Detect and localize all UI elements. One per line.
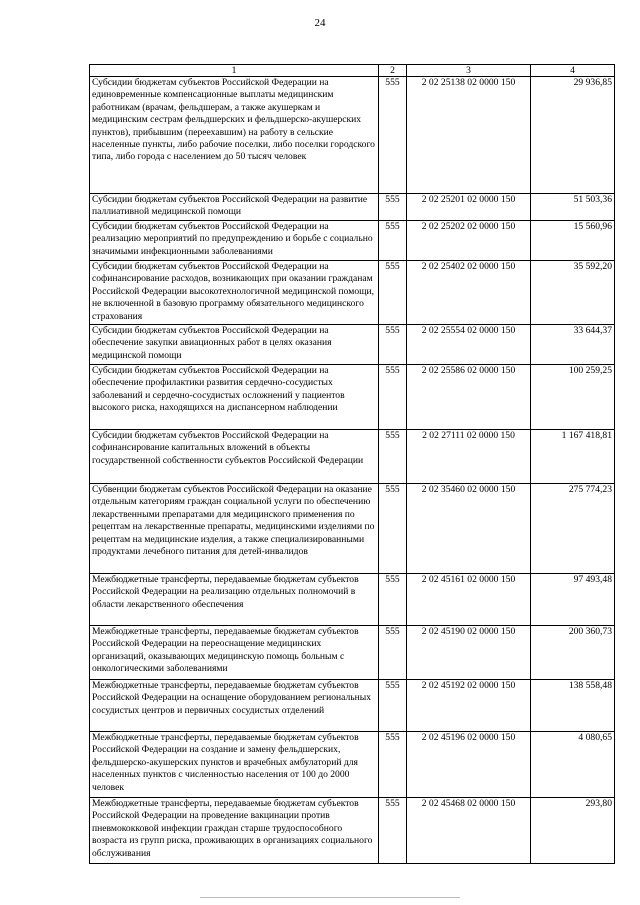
table-row bbox=[90, 798, 615, 864]
row-budget-code: 2 02 45190 02 0000 150 bbox=[407, 626, 531, 680]
table-row bbox=[90, 365, 615, 430]
row-budget-code: 2 02 45192 02 0000 150 bbox=[407, 680, 531, 732]
row-amount: 33 644,37 bbox=[531, 325, 615, 365]
row-amount: 4 080,65 bbox=[531, 732, 615, 798]
row-budget-code: 2 02 25554 02 0000 150 bbox=[407, 325, 531, 365]
row-description: Межбюджетные трансферты, передаваемые бюджетам субъектов Российской Федерации на переоснащение медицинских организаций, оказывающих медицинскую помощь больным с онкологическими заболеваниями bbox=[90, 626, 379, 680]
row-amount: 100 259,25 bbox=[531, 365, 615, 430]
row-description: Субсидии бюджетам субъектов Российской Федерации на софинансирование расходов, возникающих при оказании гражданам Российской Федерации высокотехнологичной медицинской помощи, не включенной в базовую программу обязательного медицинского страхования bbox=[90, 261, 379, 325]
row-description: Субсидии бюджетам субъектов Российской Федерации на реализацию мероприятий по предупреждению и борьбе с социально значимыми инфекционными заболеваниями bbox=[90, 221, 379, 261]
table-row bbox=[90, 732, 615, 798]
row-description: Субсидии бюджетам субъектов Российской Федерации на единовременные компенсационные выплаты медицинским работникам (врачам, фельдшерам, а также акушеркам и медицинским сестрам фельдшерских и фельдшерско-акушерских пунктов), прибывшим (переехавшим) на работу в сельские населенные пункты, либо рабочие поселки, либо поселки городского типа, либо города с населением до 50 тысяч человек bbox=[90, 77, 379, 194]
row-budget-code: 2 02 25202 02 0000 150 bbox=[407, 221, 531, 261]
row-budget-code: 2 02 45196 02 0000 150 bbox=[407, 732, 531, 798]
row-description: Межбюджетные трансферты, передаваемые бюджетам субъектов Российской Федерации на реализацию отдельных полномочий в области лекарственного обеспечения bbox=[90, 574, 379, 626]
column-header-3: 3 bbox=[407, 65, 531, 77]
row-description: Субсидии бюджетам субъектов Российской Федерации на развитие паллиативной медицинской помощи bbox=[90, 194, 379, 221]
row-budget-code: 2 02 27111 02 0000 150 bbox=[407, 430, 531, 484]
row-admin-code: 555 bbox=[379, 798, 407, 864]
column-header-1: 1 bbox=[90, 65, 379, 77]
row-admin-code: 555 bbox=[379, 732, 407, 798]
row-admin-code: 555 bbox=[379, 261, 407, 325]
row-budget-code: 2 02 25402 02 0000 150 bbox=[407, 261, 531, 325]
row-amount: 51 503,36 bbox=[531, 194, 615, 221]
row-amount: 293,80 bbox=[531, 798, 615, 864]
table-row bbox=[90, 626, 615, 680]
table-row bbox=[90, 574, 615, 626]
row-description: Субсидии бюджетам субъектов Российской Федерации на обеспечение закупки авиационных работ в целях оказания медицинской помощи bbox=[90, 325, 379, 365]
row-description: Межбюджетные трансферты, передаваемые бюджетам субъектов Российской Федерации на проведение вакцинации против пневмококковой инфекции граждан старше трудоспособного возраста из групп риска, проживающих в организациях социального обслуживания bbox=[90, 798, 379, 864]
row-admin-code: 555 bbox=[379, 484, 407, 574]
row-budget-code: 2 02 25201 02 0000 150 bbox=[407, 194, 531, 221]
row-amount: 97 493,48 bbox=[531, 574, 615, 626]
row-amount: 35 592,20 bbox=[531, 261, 615, 325]
row-description: Субсидии бюджетам субъектов Российской Федерации на обеспечение профилактики развития сердечно-сосудистых заболеваний и сердечно-сосудистых осложнений у пациентов высокого риска, находящихся на диспансерном наблюдении bbox=[90, 365, 379, 430]
row-amount: 200 360,73 bbox=[531, 626, 615, 680]
row-amount: 15 560,96 bbox=[531, 221, 615, 261]
table-row bbox=[90, 261, 615, 325]
page-number: 24 bbox=[314, 17, 326, 29]
column-header-4: 4 bbox=[531, 65, 615, 77]
row-description: Субвенции бюджетам субъектов Российской Федерации на оказание отдельным категориям граждан социальной услуги по обеспечению лекарственными препаратами для медицинского применения по рецептам на лекарственные препараты, медицинскими изделиями по рецептам на медицинские изделия, а также специализированными продуктами лечебного питания для детей-инвалидов bbox=[90, 484, 379, 574]
bottom-rule bbox=[200, 897, 460, 898]
row-admin-code: 555 bbox=[379, 680, 407, 732]
row-admin-code: 555 bbox=[379, 365, 407, 430]
row-description: Межбюджетные трансферты, передаваемые бюджетам субъектов Российской Федерации на оснащение оборудованием региональных сосудистых центров и первичных сосудистых отделений bbox=[90, 680, 379, 732]
table-row bbox=[90, 77, 615, 194]
table-row bbox=[90, 325, 615, 365]
table-row bbox=[90, 484, 615, 574]
row-admin-code: 555 bbox=[379, 574, 407, 626]
row-amount: 275 774,23 bbox=[531, 484, 615, 574]
column-header-2: 2 bbox=[379, 65, 407, 77]
row-amount: 1 167 418,81 bbox=[531, 430, 615, 484]
row-budget-code: 2 02 45468 02 0000 150 bbox=[407, 798, 531, 864]
budget-table bbox=[89, 64, 615, 864]
row-description: Межбюджетные трансферты, передаваемые бюджетам субъектов Российской Федерации на создание и замену фельдшерских, фельдшерско-акушерских пунктов и врачебных амбулаторий для населенных пунктов с численностью населения от 100 до 2000 человек bbox=[90, 732, 379, 798]
row-admin-code: 555 bbox=[379, 325, 407, 365]
row-description: Субсидии бюджетам субъектов Российской Федерации на софинансирование капитальных вложений в объекты государственной собственности субъектов Российской Федерации bbox=[90, 430, 379, 484]
row-amount: 29 936,85 bbox=[531, 77, 615, 194]
row-budget-code: 2 02 45161 02 0000 150 bbox=[407, 574, 531, 626]
table-header-row bbox=[90, 65, 615, 77]
table-row bbox=[90, 680, 615, 732]
row-admin-code: 555 bbox=[379, 430, 407, 484]
row-admin-code: 555 bbox=[379, 194, 407, 221]
row-budget-code: 2 02 35460 02 0000 150 bbox=[407, 484, 531, 574]
row-admin-code: 555 bbox=[379, 77, 407, 194]
table-row bbox=[90, 430, 615, 484]
row-admin-code: 555 bbox=[379, 221, 407, 261]
row-admin-code: 555 bbox=[379, 626, 407, 680]
table-row bbox=[90, 221, 615, 261]
row-amount: 138 558,48 bbox=[531, 680, 615, 732]
row-budget-code: 2 02 25138 02 0000 150 bbox=[407, 77, 531, 194]
table-row bbox=[90, 194, 615, 221]
row-budget-code: 2 02 25586 02 0000 150 bbox=[407, 365, 531, 430]
